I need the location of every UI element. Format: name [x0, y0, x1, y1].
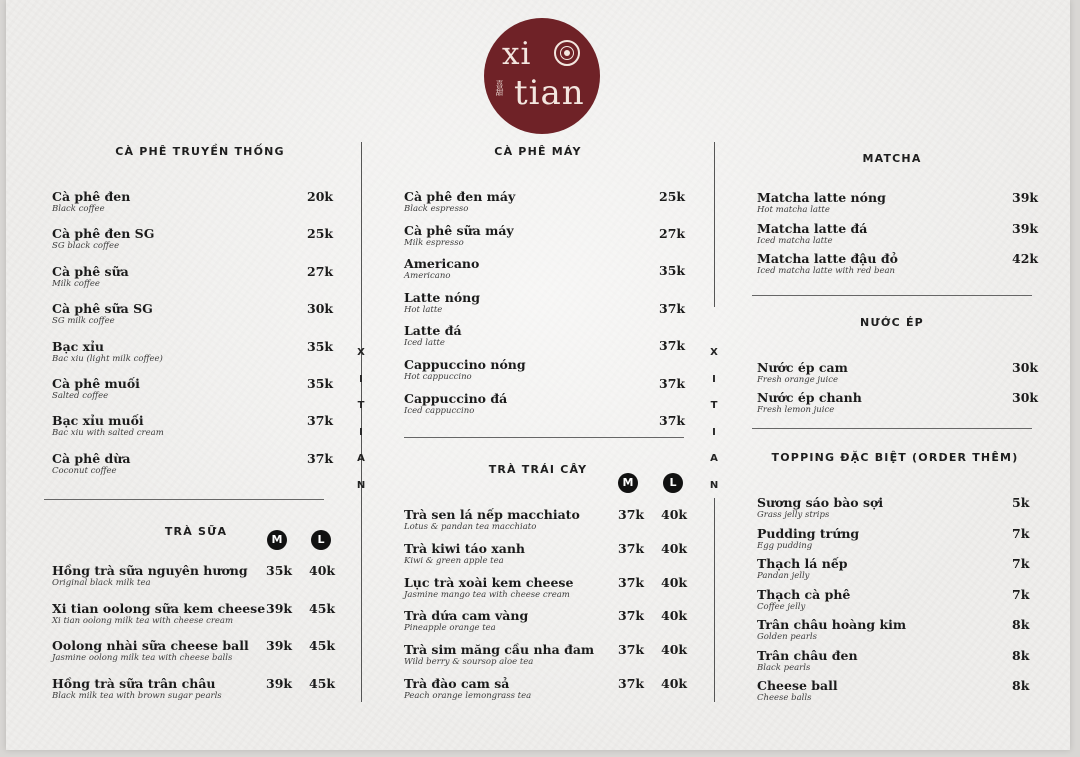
item-description: Hot matcha latte: [757, 205, 830, 215]
item-description: Golden pearls: [757, 632, 817, 642]
menu-item: [52, 376, 140, 401]
section-title-ca-phe-truyen-thong: CÀ PHÊ TRUYỀN THỐNG: [115, 145, 285, 158]
item-name: Bạc xỉu muối: [52, 413, 144, 428]
item-name: Cà phê dừa: [52, 451, 131, 466]
item-name: Matcha latte đậu đỏ: [757, 251, 898, 266]
menu-item: [757, 251, 898, 276]
item-name: Cheese ball: [757, 678, 838, 693]
item-description: Jasmine oolong milk tea with cheese balls: [52, 653, 233, 663]
menu-item: [757, 678, 838, 703]
item-price: 27k: [307, 264, 334, 279]
item-price: 20k: [307, 189, 334, 204]
item-name: Latte đá: [404, 323, 462, 338]
item-price: 7k: [1012, 556, 1030, 571]
menu-item: [52, 339, 163, 364]
vertical-letter: A: [357, 453, 365, 464]
item-description: Black milk tea with brown sugar pearls: [52, 691, 222, 701]
vertical-letter: I: [712, 426, 716, 438]
item-name: Matcha latte nóng: [757, 190, 886, 205]
item-price: 25k: [659, 189, 686, 204]
item-price-l: 45k: [309, 601, 336, 616]
item-name: Matcha latte đá: [757, 221, 868, 236]
vertical-letter: T: [710, 400, 718, 411]
section-title-nuoc-ep: NƯỚC ÉP: [860, 316, 924, 329]
item-description: Lotus & pandan tea macchiato: [404, 522, 537, 532]
item-name: Hồng trà sữa nguyên hương: [52, 563, 248, 578]
item-name: Cà phê đen máy: [404, 189, 516, 204]
item-price: 27k: [659, 226, 686, 241]
item-description: Iced cappuccino: [404, 406, 475, 416]
vertical-letter: I: [712, 373, 716, 385]
item-price-m: 37k: [618, 575, 645, 590]
item-description: SG milk coffee: [52, 316, 115, 326]
item-name: Nước ép cam: [757, 360, 848, 375]
item-price-m: 37k: [618, 507, 645, 522]
item-price: 42k: [1012, 251, 1039, 266]
item-name: Trà kiwi táo xanh: [404, 541, 525, 556]
item-description: Milk coffee: [52, 279, 100, 289]
item-name: Xi tian oolong sữa kem cheese: [52, 601, 266, 616]
item-description: Milk espresso: [404, 238, 464, 248]
item-name: Trà sim măng cầu nha đam: [404, 642, 595, 657]
item-price: 35k: [307, 339, 334, 354]
item-description: Fresh orange juice: [757, 375, 839, 385]
item-price: 35k: [307, 376, 334, 391]
item-price-m: 37k: [618, 608, 645, 623]
menu-item: [404, 189, 515, 214]
item-price-l: 40k: [661, 676, 688, 691]
menu-item: [52, 264, 129, 289]
size-m-badge: M: [267, 530, 287, 550]
vertical-letter: I: [359, 426, 363, 438]
menu-item: [757, 648, 858, 673]
item-name: Cà phê sữa máy: [404, 223, 514, 238]
size-l-badge: L: [311, 530, 331, 550]
menu-item: [404, 357, 526, 382]
item-description: Pineapple orange tea: [404, 623, 496, 633]
vertical-letter: N: [709, 479, 719, 491]
menu-item: [757, 360, 848, 385]
item-name: Cappuccino đá: [404, 391, 508, 406]
item-name: Trà đào cam sả: [404, 676, 510, 691]
item-price: 7k: [1012, 526, 1030, 541]
section-divider: [404, 437, 684, 438]
item-name: Lục trà xoài kem cheese: [404, 575, 574, 590]
item-price-l: 40k: [661, 608, 688, 623]
menu-item: [52, 676, 222, 701]
item-name: Oolong nhài sữa cheese ball: [52, 638, 249, 653]
item-price: 35k: [659, 263, 686, 278]
item-description: Black espresso: [404, 204, 469, 214]
item-price-m: 35k: [266, 563, 293, 578]
item-name: Trân châu hoàng kim: [757, 617, 907, 632]
brand-logo: [484, 18, 600, 134]
menu-item: [404, 391, 507, 416]
item-description: Americano: [404, 271, 451, 281]
item-price-m: 39k: [266, 676, 293, 691]
menu-item: [404, 541, 525, 566]
menu-item: [757, 617, 906, 642]
item-description: Original black milk tea: [52, 578, 151, 588]
item-name: Nước ép chanh: [757, 390, 862, 405]
menu-item: [404, 256, 479, 281]
menu-item: [757, 556, 848, 581]
item-name: Thạch cà phê: [757, 587, 851, 602]
item-description: Salted coffee: [52, 391, 109, 401]
item-description: Bac xiu (light milk coffee): [52, 354, 163, 364]
item-name: Cappuccino nóng: [404, 357, 526, 372]
section-title-topping: TOPPING ĐẶC BIỆT (ORDER THÊM): [771, 451, 1019, 464]
item-price-l: 40k: [661, 507, 688, 522]
item-price-l: 40k: [661, 575, 688, 590]
bowl-icon: [554, 40, 580, 66]
item-name: Cà phê sữa: [52, 264, 129, 279]
item-description: Iced matcha latte with red bean: [757, 266, 896, 276]
vertical-letter: X: [710, 347, 718, 358]
vertical-letter: X: [357, 347, 365, 358]
item-price: 8k: [1012, 617, 1030, 632]
size-l-badge: L: [663, 473, 683, 493]
item-price: 37k: [307, 451, 334, 466]
vertical-letter: A: [710, 453, 718, 464]
vertical-letter: T: [357, 400, 365, 411]
section-title-matcha: MATCHA: [862, 152, 922, 165]
menu-item: [757, 495, 883, 520]
item-description: Bac xiu with salted cream: [52, 428, 164, 438]
item-description: SG black coffee: [52, 241, 120, 251]
vertical-letter: I: [359, 373, 363, 385]
menu-item: [52, 451, 130, 476]
item-description: Egg pudding: [757, 541, 813, 551]
column-divider-right-top: [714, 142, 715, 307]
item-description: Grass jelly strips: [757, 510, 830, 520]
item-name: Sương sáo bào sợi: [757, 495, 884, 510]
column-divider-right-bottom: [714, 498, 715, 702]
menu-item: [52, 301, 153, 326]
section-divider: [44, 499, 324, 500]
item-price: 37k: [659, 301, 686, 316]
item-description: Hot cappuccino: [404, 372, 472, 382]
section-title-ca-phe-may: CÀ PHÊ MÁY: [494, 145, 582, 158]
size-m-badge: M: [618, 473, 638, 493]
item-price-m: 37k: [618, 541, 645, 556]
item-name: Cà phê đen SG: [52, 226, 155, 241]
logo-text-tian: tian: [514, 73, 585, 113]
item-price: 39k: [1012, 221, 1039, 236]
item-price-m: 37k: [618, 676, 645, 691]
item-name: Cà phê muối: [52, 376, 140, 391]
item-name: Trân châu đen: [757, 648, 858, 663]
item-price-m: 39k: [266, 601, 293, 616]
section-divider: [752, 428, 1032, 429]
item-description: Black coffee: [52, 204, 105, 214]
item-price: 7k: [1012, 587, 1030, 602]
item-description: Coffee jelly: [757, 602, 806, 612]
menu-item: [52, 563, 248, 588]
item-description: Coconut coffee: [52, 466, 117, 476]
item-name: Americano: [404, 256, 480, 271]
item-description: Xi tian oolong milk tea with cheese cream: [52, 616, 234, 626]
item-price: 37k: [659, 413, 686, 428]
item-price: 37k: [307, 413, 334, 428]
item-name: Hồng trà sữa trân châu: [52, 676, 216, 691]
item-price-m: 39k: [266, 638, 293, 653]
item-name: Cà phê sữa SG: [52, 301, 153, 316]
item-description: Peach orange lemongrass tea: [404, 691, 532, 701]
item-price: 8k: [1012, 648, 1030, 663]
item-description: Black pearls: [757, 663, 811, 673]
item-price: 37k: [659, 338, 686, 353]
menu-item: [757, 526, 859, 551]
menu-item: [757, 190, 886, 215]
item-description: Hot latte: [404, 305, 443, 315]
item-name: Pudding trứng: [757, 526, 860, 541]
menu-item: [404, 290, 480, 315]
menu-item: [52, 413, 164, 438]
menu-item: [404, 507, 580, 532]
item-price: 5k: [1012, 495, 1030, 510]
menu-item: [404, 608, 528, 633]
item-price: 25k: [307, 226, 334, 241]
menu-item: [404, 223, 514, 248]
menu-item: [757, 221, 867, 246]
item-name: Cà phê đen: [52, 189, 131, 204]
item-price: 37k: [659, 376, 686, 391]
item-name: Bạc xỉu: [52, 339, 104, 354]
logo-text-xi: xi: [502, 36, 532, 72]
menu-item: [52, 226, 154, 251]
item-price: 30k: [1012, 390, 1039, 405]
item-price-l: 45k: [309, 676, 336, 691]
vertical-letter: N: [356, 479, 366, 491]
menu-item: [404, 323, 462, 348]
item-price-l: 40k: [661, 541, 688, 556]
menu-item: [757, 390, 862, 415]
column-divider-left: [361, 142, 362, 702]
menu-item: [52, 601, 265, 626]
item-description: Pandan jelly: [757, 571, 810, 581]
item-price-l: 40k: [309, 563, 336, 578]
item-price-m: 37k: [618, 642, 645, 657]
item-price: 39k: [1012, 190, 1039, 205]
menu-item: [404, 642, 594, 667]
item-description: Iced matcha latte: [757, 236, 833, 246]
menu-item: [757, 587, 850, 612]
item-price: 8k: [1012, 678, 1030, 693]
item-description: Cheese balls: [757, 693, 812, 703]
item-description: Wild berry & soursop aloe tea: [404, 657, 534, 667]
item-description: Iced latte: [404, 338, 445, 348]
item-name: Trà dứa cam vàng: [404, 608, 529, 623]
section-title-tra-trai-cay: TRÀ TRÁI CÂY: [488, 463, 588, 476]
item-price: 30k: [307, 301, 334, 316]
item-name: Thạch lá nếp: [757, 556, 848, 571]
item-description: Jasmine mango tea with cheese cream: [404, 590, 570, 600]
menu-item: [404, 676, 531, 701]
item-price: 30k: [1012, 360, 1039, 375]
item-name: Trà sen lá nếp macchiato: [404, 507, 580, 522]
item-price-l: 40k: [661, 642, 688, 657]
item-description: Fresh lemon juice: [757, 405, 835, 415]
menu-item: [404, 575, 573, 600]
menu-item: [52, 189, 130, 214]
logo-text-small: 喜甜: [495, 80, 504, 97]
item-description: Kiwi & green apple tea: [404, 556, 504, 566]
section-divider: [752, 295, 1032, 296]
item-price-l: 45k: [309, 638, 336, 653]
menu-item: [52, 638, 249, 663]
section-title-tra-sua: TRÀ SỮA: [164, 525, 228, 538]
item-name: Latte nóng: [404, 290, 480, 305]
